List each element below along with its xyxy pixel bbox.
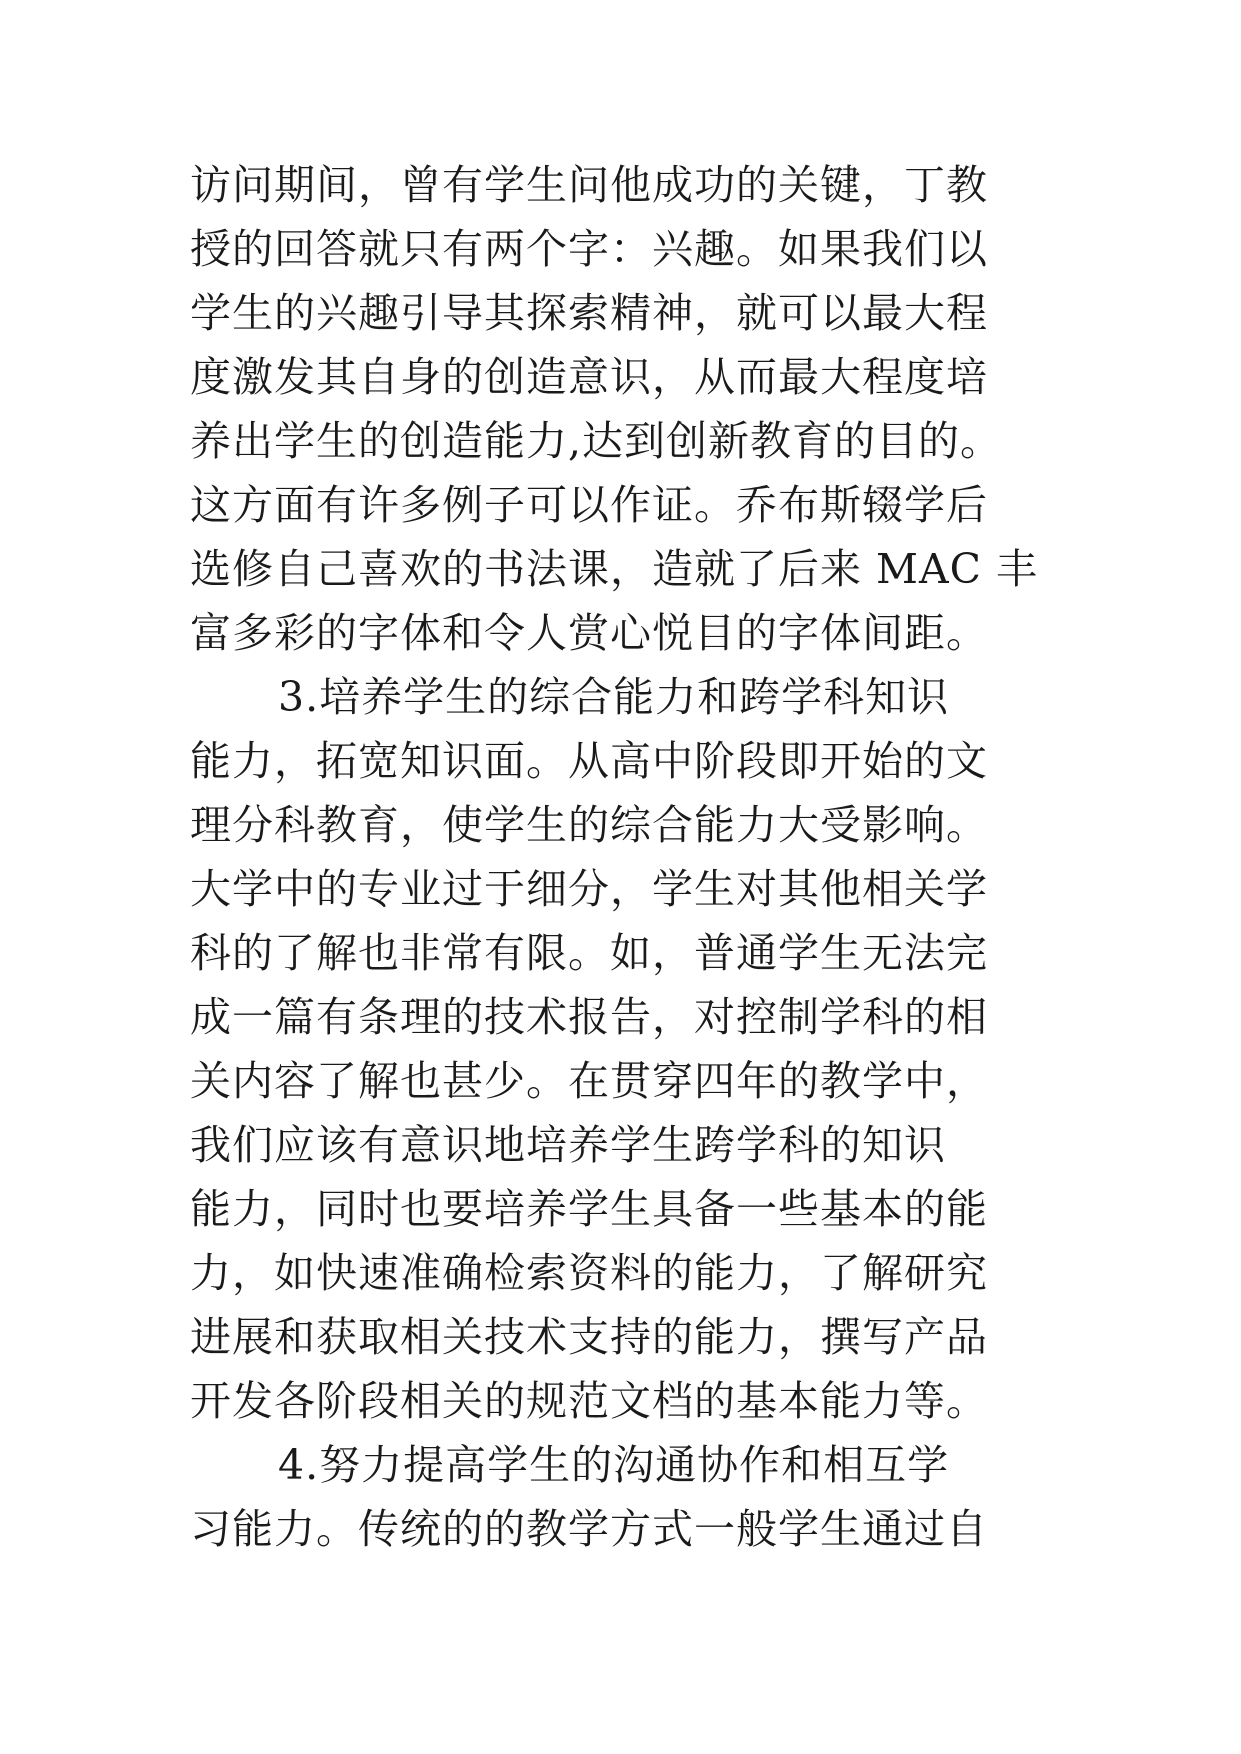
section-heading-line: 3.培养学生的综合能力和跨学科知识 bbox=[278, 673, 950, 721]
text-line: 理分科教育，使学生的综合能力大受影响。 bbox=[190, 801, 988, 849]
text-line: 进展和获取相关技术支持的能力，撰写产品 bbox=[190, 1313, 988, 1361]
text-line: 力，如快速准确检索资料的能力，了解研究 bbox=[190, 1249, 988, 1297]
text-line: 这方面有许多例子可以作证。乔布斯辍学后 bbox=[190, 481, 988, 529]
text-line: 度激发其自身的创造意识，从而最大程度培 bbox=[190, 353, 988, 401]
text-line: 开发各阶段相关的规范文档的基本能力等。 bbox=[190, 1377, 988, 1425]
text-line: 成一篇有条理的技术报告，对控制学科的相 bbox=[190, 993, 988, 1041]
text-line: 我们应该有意识地培养学生跨学科的知识 bbox=[190, 1121, 946, 1169]
text-line: 选修自己喜欢的书法课，造就了后来 MAC 丰 bbox=[190, 545, 1039, 593]
text-line: 学生的兴趣引导其探索精神，就可以最大程 bbox=[190, 289, 988, 337]
text-line: 能力，同时也要培养学生具备一些基本的能 bbox=[190, 1185, 988, 1233]
text-line: 关内容了解也甚少。在贯穿四年的教学中， bbox=[190, 1057, 988, 1105]
text-line: 养出学生的创造能力,达到创新教育的目的。 bbox=[190, 417, 1003, 465]
text-line: 科的了解也非常有限。如，普通学生无法完 bbox=[190, 929, 988, 977]
section-heading-line: 4.努力提高学生的沟通协作和相互学 bbox=[278, 1441, 950, 1489]
text-line: 能力，拓宽知识面。从高中阶段即开始的文 bbox=[190, 737, 988, 785]
text-line: 习能力。传统的的教学方式一般学生通过自 bbox=[190, 1505, 988, 1553]
text-line: 授的回答就只有两个字：兴趣。如果我们以 bbox=[190, 225, 988, 273]
text-line: 大学中的专业过于细分，学生对其他相关学 bbox=[190, 865, 988, 913]
text-line: 访问期间，曾有学生问他成功的关键，丁教 bbox=[190, 161, 988, 209]
text-line: 富多彩的字体和令人赏心悦目的字体间距。 bbox=[190, 609, 988, 657]
